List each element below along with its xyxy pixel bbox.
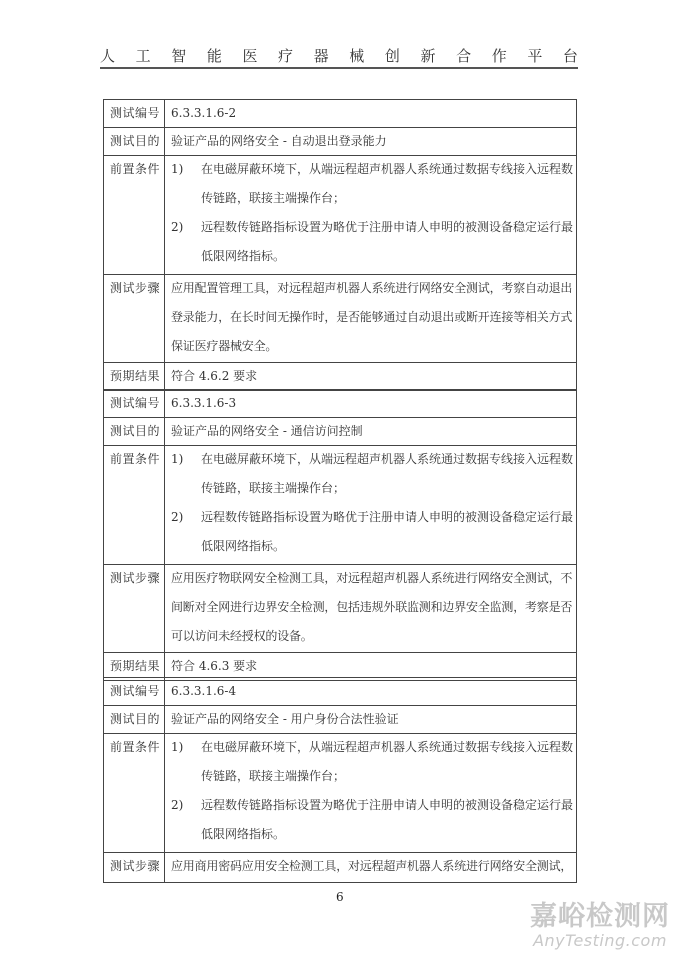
label-precondition: 前置条件: [110, 162, 161, 176]
label-test-purpose: 测试目的: [110, 134, 161, 148]
item-number: 1): [171, 740, 184, 754]
item-line: 低限网络指标。: [201, 827, 286, 841]
steps-line: 应用医疗物联网安全检测工具，对远程超声机器人系统进行网络安全测试，不: [171, 571, 573, 585]
item-line: 低限网络指标。: [201, 249, 286, 263]
steps-line: 应用商用密码应用安全检测工具，对远程超声机器人系统进行网络安全测试，: [171, 859, 573, 873]
header-char: 台: [562, 47, 578, 65]
steps-line: 保证医疗器械安全。: [171, 339, 278, 353]
item-number: 1): [171, 162, 184, 176]
item-number: 1): [171, 452, 184, 466]
header-char: 创: [384, 47, 400, 65]
item-number: 2): [171, 220, 184, 234]
expected-value: 符合 4.6.3 要求: [171, 659, 258, 673]
label-test-id: 测试编号: [110, 396, 161, 410]
watermark-cn: 嘉峪检测网: [530, 901, 670, 932]
label-test-purpose: 测试目的: [110, 424, 161, 438]
test-table-2: [103, 389, 577, 681]
label-steps: 测试步骤: [110, 281, 161, 295]
label-test-id: 测试编号: [110, 106, 161, 120]
precondition-item: [171, 446, 574, 504]
header-char: 医: [242, 47, 258, 65]
label-steps: 测试步骤: [110, 571, 161, 585]
test-table-1: [103, 99, 577, 391]
header-char: 平: [527, 47, 543, 65]
item-line: 在电磁屏蔽环境下，从端远程超声机器人系统通过数据专线接入远程数: [201, 740, 574, 754]
header-char: 工: [135, 47, 151, 65]
row-steps: [104, 565, 577, 653]
row-id: [104, 678, 577, 706]
row-steps: [104, 853, 577, 883]
header-char: 疗: [278, 47, 294, 65]
precondition-item: [171, 792, 574, 850]
precondition-item: [171, 734, 574, 792]
label-precondition: 前置条件: [110, 740, 161, 754]
row-purpose: [104, 128, 577, 156]
header-char: 新: [420, 47, 436, 65]
test-table-3: [103, 677, 577, 883]
row-purpose: [104, 706, 577, 734]
item-number: 2): [171, 798, 184, 812]
steps-line: 间断对全网进行边界安全检测，包括违规外联监测和边界安全监测，考察是否: [171, 600, 573, 614]
row-precondition: [104, 446, 577, 565]
page-number: 6: [336, 890, 344, 904]
precondition-item: [171, 504, 574, 562]
header-char: 械: [349, 47, 365, 65]
item-line: 在电磁屏蔽环境下，从端远程超声机器人系统通过数据专线接入远程数: [201, 452, 574, 466]
precondition-item: [171, 214, 574, 272]
test-purpose-value: 验证产品的网络安全 - 用户身份合法性验证: [171, 712, 399, 726]
item-line: 远程数传链路指标设置为略优于注册申请人申明的被测设备稳定运行最: [201, 510, 574, 524]
watermark-en: AnyTesting.com: [533, 931, 667, 950]
item-line: 远程数传链路指标设置为略优于注册申请人申明的被测设备稳定运行最: [201, 220, 574, 234]
row-precondition: [104, 156, 577, 275]
row-purpose: [104, 418, 577, 446]
item-line: 传链路，联接主端操作台；: [201, 769, 346, 783]
item-line: 传链路，联接主端操作台；: [201, 191, 346, 205]
steps-line: 登录能力，在长时间无操作时，是否能够通过自动退出或断开连接等相关方式: [171, 310, 573, 324]
header-char: 作: [491, 47, 507, 65]
label-test-purpose: 测试目的: [110, 712, 161, 726]
expected-value: 符合 4.6.2 要求: [171, 369, 258, 383]
row-expected: [104, 363, 577, 391]
label-precondition: 前置条件: [110, 452, 161, 466]
test-purpose-value: 验证产品的网络安全 - 自动退出登录能力: [171, 134, 387, 148]
header-char: 能: [206, 47, 222, 65]
test-id-value: 6.3.3.1.6-3: [171, 396, 237, 410]
item-line: 在电磁屏蔽环境下，从端远程超声机器人系统通过数据专线接入远程数: [201, 162, 574, 176]
header-char: 合: [456, 47, 472, 65]
document-header: [100, 44, 578, 66]
header-char: 智: [171, 47, 187, 65]
row-id: [104, 100, 577, 128]
header-char: 人: [100, 47, 116, 65]
watermark-logo: [530, 902, 670, 950]
test-id-value: 6.3.3.1.6-4: [171, 684, 237, 698]
label-test-id: 测试编号: [110, 684, 161, 698]
header-rule: [100, 67, 578, 69]
label-expected: 预期结果: [110, 369, 161, 383]
label-steps: 测试步骤: [110, 859, 161, 873]
test-purpose-value: 验证产品的网络安全 - 通信访问控制: [171, 424, 363, 438]
item-line: 远程数传链路指标设置为略优于注册申请人申明的被测设备稳定运行最: [201, 798, 574, 812]
steps-line: 可以访问未经授权的设备。: [171, 629, 313, 643]
precondition-item: [171, 156, 574, 214]
row-precondition: [104, 734, 577, 853]
item-line: 低限网络指标。: [201, 539, 286, 553]
item-line: 传链路，联接主端操作台；: [201, 481, 346, 495]
item-number: 2): [171, 510, 184, 524]
label-expected: 预期结果: [110, 659, 161, 673]
header-char: 器: [313, 47, 329, 65]
test-id-value: 6.3.3.1.6-2: [171, 106, 237, 120]
row-steps: [104, 275, 577, 363]
steps-line: 应用配置管理工具，对远程超声机器人系统进行网络安全测试，考察自动退出: [171, 281, 573, 295]
row-id: [104, 390, 577, 418]
